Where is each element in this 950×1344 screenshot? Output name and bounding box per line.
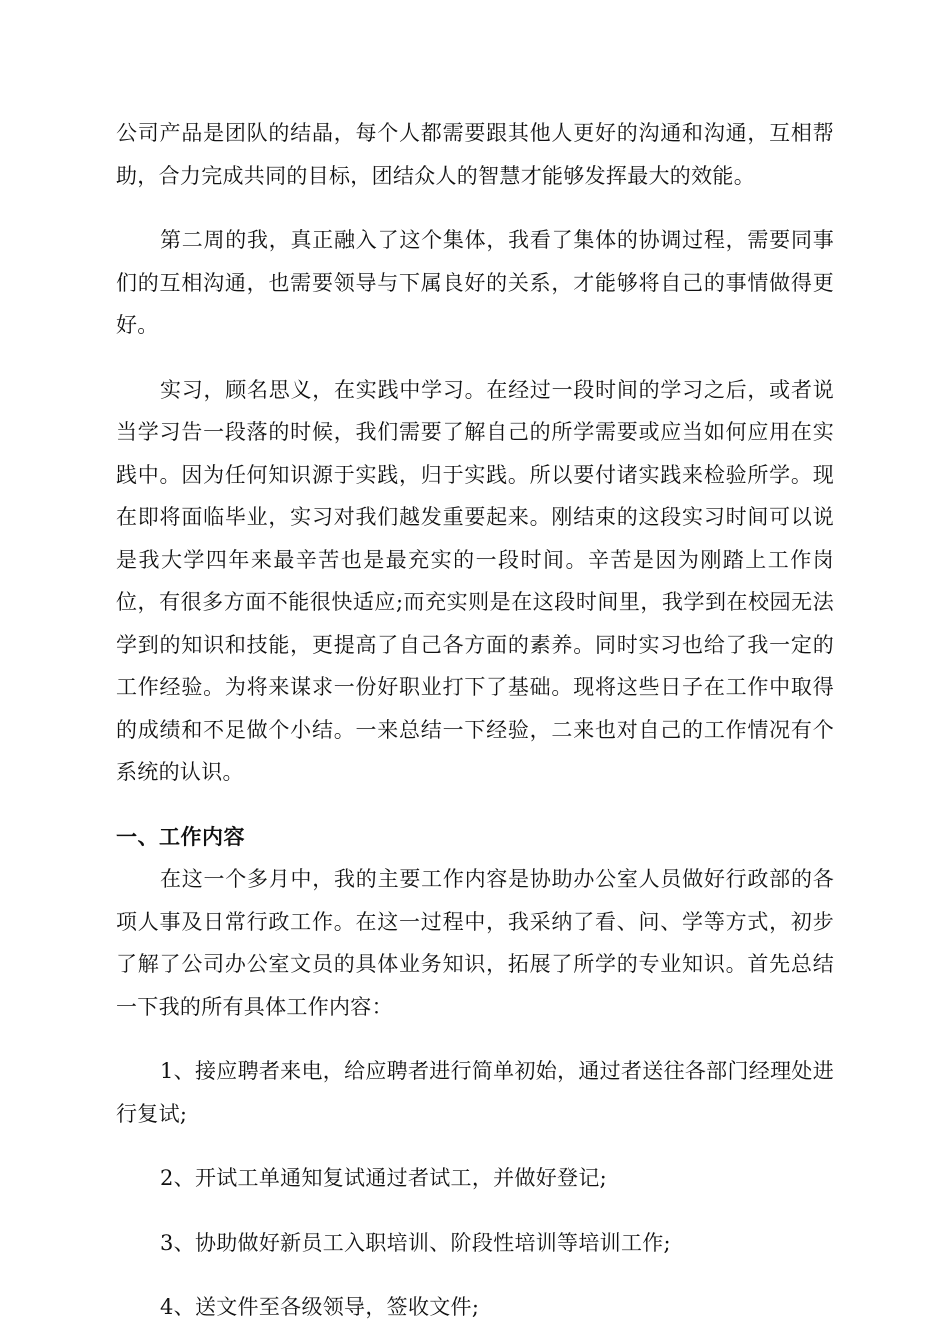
list-item-1: 1、接应聘者来电，给应聘者进行简单初始，通过者送往各部门经理处进行复试; [116, 1059, 834, 1126]
paragraph-teamwork: 公司产品是团队的结晶，每个人都需要跟其他人更好的沟通和沟通，互相帮助，合力完成共同的目标，团结众人的智慧才能够发挥最大的效能。 [116, 121, 834, 188]
list-item-3: 3、协助做好新员工入职培训、阶段性培训等培训工作; [160, 1230, 671, 1255]
list-item-2: 2、开试工单通知复试通过者试工，并做好登记; [160, 1166, 608, 1190]
section-heading-work-content: 一、工作内容 [116, 824, 245, 849]
document-page [116, 112, 834, 1329]
list-item-4: 4、送文件至各级领导，签收文件; [160, 1295, 480, 1319]
paragraph-work-intro: 在这一个多月中，我的主要工作内容是协助办公室人员做好行政部的各项人事及日常行政工作。在这一过程中，我采纳了看、问、学等方式，初步了解了公司办公室文员的具体业务知识，拓展了所学的专业知识。首先总结一下我的所有具体工作内容： [116, 867, 834, 1019]
paragraph-second-week: 第二周的我，真正融入了这个集体，我看了集体的协调过程，需要同事们的互相沟通，也需要领导与下属良好的关系，才能够将自己的事情做得更好。 [116, 228, 834, 337]
paragraph-internship-meaning: 实习，顾名思义，在实践中学习。在经过一段时间的学习之后，或者说当学习告一段落的时候，我们需要了解自己的所学需要或应当如何应用在实践中。因为任何知识源于实践，归于实践。所以要付诸实践来检验所学。现在即将面临毕业，实习对我们越发重要起来。刚结束的这段实习时间可以说是我大学四年来最辛苦也是最充实的一段时间。辛苦是因为刚踏上工作岗位，有很多方面不能很快适应;而充实则是在这段时间里，我学到在校园无法学到的知识和技能，更提高了自己各方面的素养。同时实习也给了我一定的工作经验。为将来谋求一份好职业打下了基础。现将这些日子在工作中取得的成绩和不足做个小结。一来总结一下经验，二来也对自己的工作情况有个系统的认识。 [116, 377, 834, 784]
